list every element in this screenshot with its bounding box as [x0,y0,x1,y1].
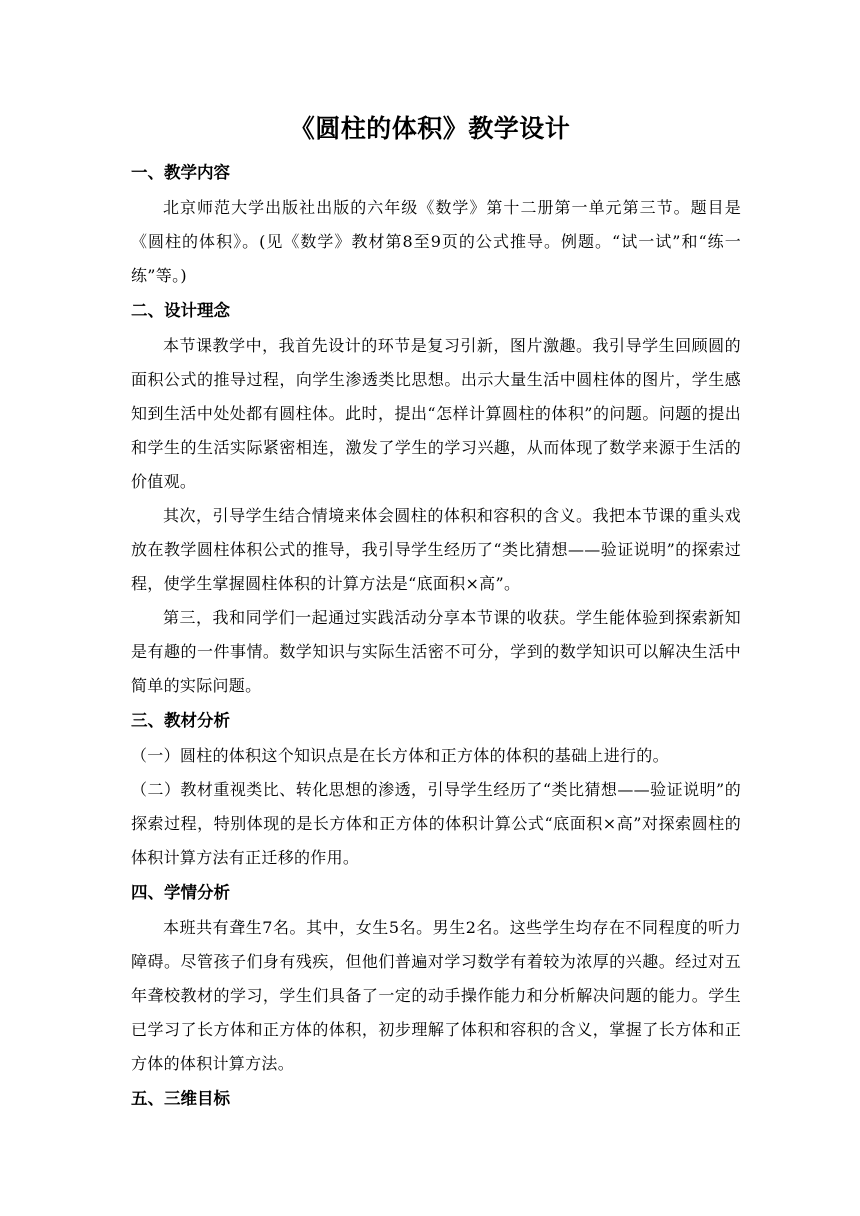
section-design-concept [131,293,741,703]
paragraph: 本节课教学中，我首先设计的环节是复习引新，图片激趣。我引导学生回顾圆的面积公式的推导过程，向学生渗透类比思想。出示大量生活中圆柱体的图片，学生感知到生活中处处都有圆柱体。此时，提出“怎样计算圆柱的体积”的问题。问题的提出和学生的生活实际紧密相连，激发了学生的学习兴趣，从而体现了数学来源于生活的价值观。 [131,336,741,491]
section-three-dimensional-goals [131,1081,741,1117]
section-heading: 五、三维目标 [131,1089,230,1108]
section-heading: 一、教学内容 [131,163,230,182]
document-body [131,155,741,1117]
section-heading: 四、学情分析 [131,883,230,902]
paragraph: 北京师范大学出版社出版的六年级《数学》第十二册第一单元第三节。题目是《圆柱的体积》。(见《数学》教材第8至9页的公式推导。例题。“试一试”和“练一练”等。) [131,198,741,285]
section-heading: 二、设计理念 [131,301,230,320]
section-textbook-analysis [131,703,741,875]
document-title: 《圆柱的体积》教学设计 [289,114,571,143]
section-teaching-content [131,155,741,293]
paragraph: 其次，引导学生结合情境来体会圆柱的体积和容积的含义。我把本节课的重头戏放在教学圆柱体积公式的推导，我引导学生经历了“类比猜想——验证说明”的探索过程，使学生掌握圆柱体积的计算方法是“底面积×高”。 [131,506,741,593]
section-student-analysis [131,875,741,1081]
paragraph: 本班共有聋生7名。其中，女生5名。男生2名。这些学生均存在不同程度的听力障碍。尽管孩子们身有残疾，但他们普遍对学习数学有着较为浓厚的兴趣。经过对五年聋校教材的学习，学生们具备了一定的动手操作能力和分析解决问题的能力。学生已学习了长方体和正方体的体积，初步理解了体积和容积的含义，掌握了长方体和正方体的体积计算方法。 [131,918,741,1073]
paragraph: （一）圆柱的体积这个知识点是在长方体和正方体的体积的基础上进行的。 [131,746,669,765]
paragraph: （二）教材重视类比、转化思想的渗透，引导学生经历了“类比猜想——验证说明”的探索过程，特别体现的是长方体和正方体的体积计算公式“底面积×高”对探索圆柱的体积计算方法有正迁移的作用。 [131,780,741,867]
paragraph: 第三，我和同学们一起通过实践活动分享本节课的收获。学生能体验到探索新知是有趣的一件事情。数学知识与实际生活密不可分，学到的数学知识可以解决生活中简单的实际问题。 [131,608,741,695]
section-heading: 三、教材分析 [131,711,230,730]
